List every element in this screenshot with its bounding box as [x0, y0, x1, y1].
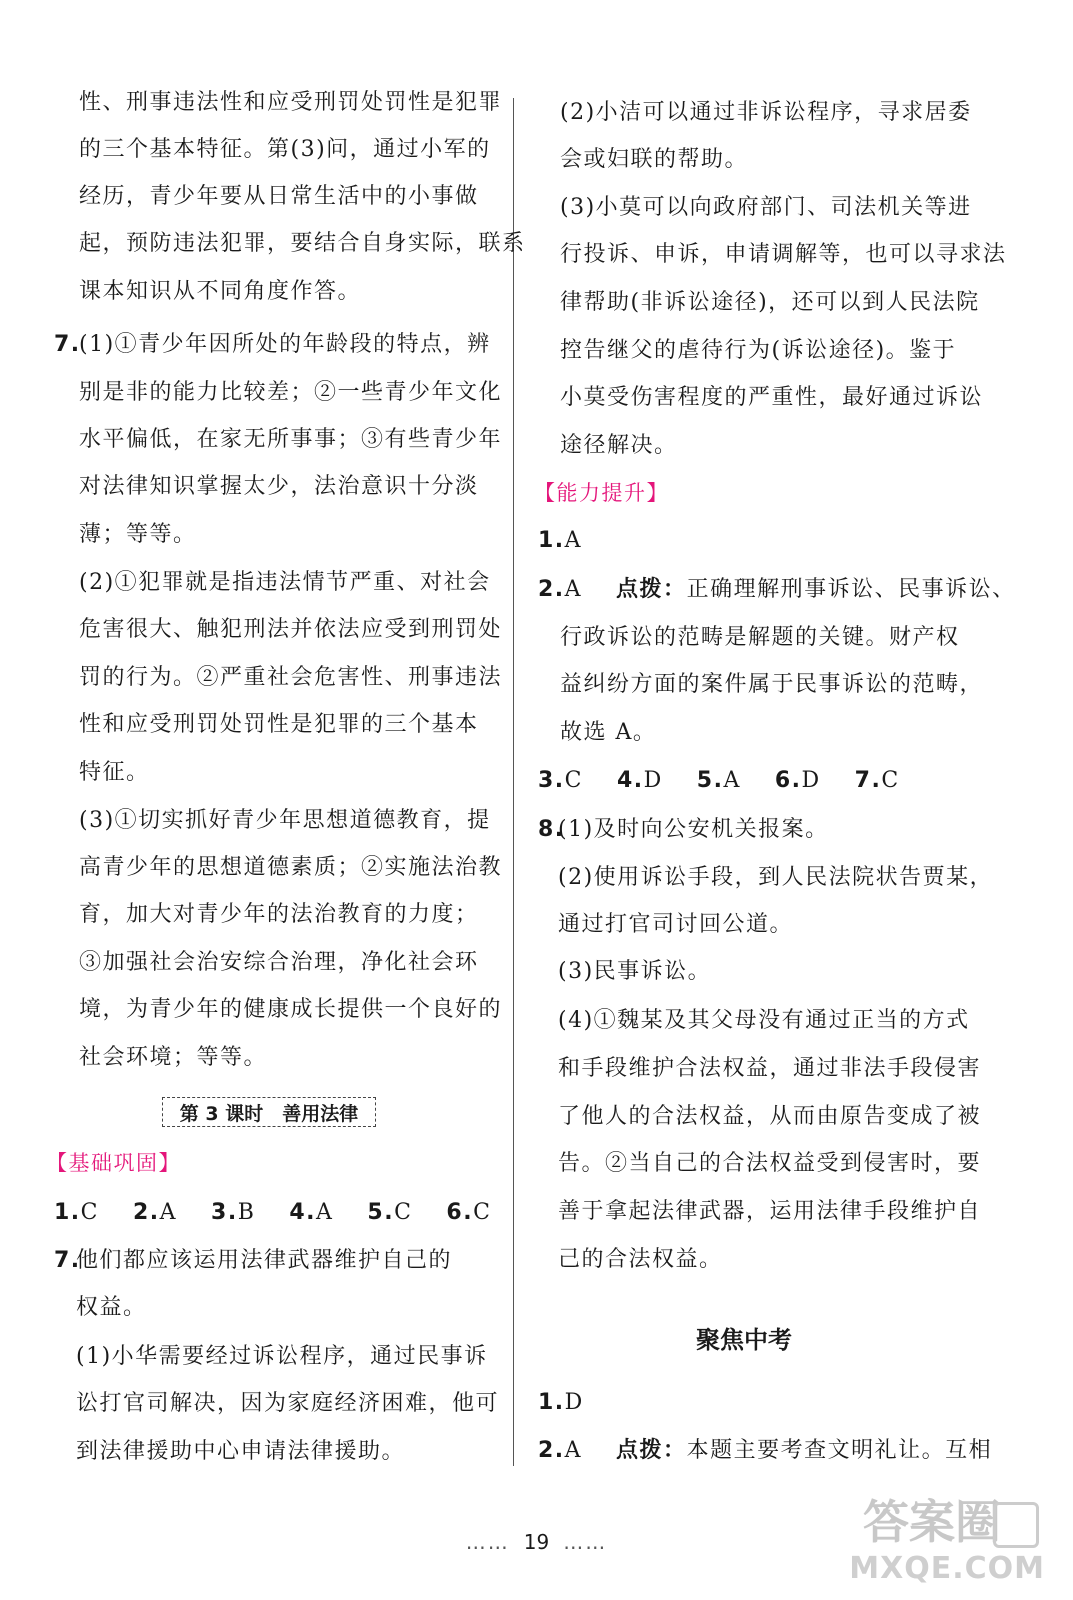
- text-line: 经历，青少年要从日常生活中的小事做: [79, 184, 479, 209]
- answer-value: A: [564, 577, 583, 602]
- answer-value: D: [643, 768, 663, 793]
- section-title-focus: 聚焦中考: [696, 1326, 792, 1354]
- text-line: 权益。: [76, 1295, 147, 1320]
- text-line: 育，加大对青少年的法治教育的力度；: [79, 902, 479, 927]
- text-line: (2)①犯罪就是指违法情节严重、对社会: [79, 570, 491, 595]
- text-line: 故选 A。: [560, 720, 657, 745]
- answer-value: A: [316, 1200, 334, 1225]
- text-line: (3)①切实抓好青少年思想道德教育，提: [79, 808, 491, 833]
- answer-number: 5.: [367, 1200, 395, 1225]
- text-line: 控告继父的虐待行为(诉讼途径)。鉴于: [560, 338, 957, 363]
- answer-row: [538, 526, 582, 556]
- text-line: 社会环境；等等。: [79, 1045, 268, 1070]
- text-line: 性、刑事违法性和应受刑罚处罚性是犯罪: [79, 90, 503, 115]
- text-line: 对法律知识掌握太少，法治意识十分淡: [79, 474, 479, 499]
- column-divider: [513, 98, 514, 1466]
- watermark-url: MXQE.COM: [849, 1551, 1045, 1586]
- answer-value: C: [881, 768, 900, 793]
- text-line: 课本知识从不同角度作答。: [79, 279, 362, 304]
- answer-value: D: [801, 768, 821, 793]
- text-line: 行政诉讼的范畴是解题的关键。财产权: [560, 625, 960, 650]
- text-line: (1)小华需要经过诉讼程序，通过民事诉: [76, 1344, 488, 1369]
- text-line: 起，预防违法犯罪，要结合自身实际，联系: [79, 231, 526, 256]
- text-line: 行投诉、申诉，申请调解等，也可以寻求法: [560, 242, 1007, 267]
- answer-number: 2.: [133, 1200, 160, 1225]
- text-line: 益纠纷方面的案件属于民事诉讼的范畴，: [560, 672, 984, 697]
- text-line: 讼打官司解决，因为家庭经济困难，他可: [76, 1391, 500, 1416]
- answer-number: 3.: [538, 768, 565, 793]
- lesson-title: 第 3 课时 善用法律: [179, 1102, 359, 1125]
- text-line: 特征。: [79, 760, 150, 785]
- text-line: 正确理解刑事诉讼、民事诉讼、: [686, 577, 1016, 602]
- text-line: (4)①魏某及其父母没有通过正当的方式: [558, 1008, 970, 1033]
- text-line: (1)及时向公安机关报案。: [558, 817, 829, 842]
- answer-number: 7.: [854, 768, 882, 793]
- answer-row: [538, 766, 900, 796]
- answer-number: 6.: [446, 1200, 474, 1225]
- text-line: 途径解决。: [560, 433, 678, 458]
- text-line: (3)民事诉讼。: [558, 959, 712, 984]
- hint-label: 点拨：: [616, 577, 687, 602]
- text-line: 通过打官司讨回公道。: [558, 912, 794, 937]
- page-number: 19: [523, 1530, 550, 1554]
- answer-number: 3.: [211, 1200, 238, 1225]
- text-line: (2)使用诉讼手段，到人民法院状告贾某，: [558, 865, 994, 890]
- text-line: 危害很大、触犯刑法并依法应受到刑罚处: [79, 617, 503, 642]
- answer-number: 6.: [774, 768, 802, 793]
- section-tag-basic: 【基础巩固】: [46, 1151, 181, 1175]
- answer-number: 1.: [538, 528, 565, 553]
- question-number: 7.: [54, 1248, 81, 1273]
- answer-number: 4.: [617, 768, 644, 793]
- answer-number: 4.: [289, 1200, 317, 1225]
- answer-number: 5.: [696, 768, 724, 793]
- answer-value: C: [564, 768, 584, 793]
- text-line: 高青少年的思想道德素质；②实施法治教: [79, 855, 503, 880]
- text-line: 和手段维护合法权益，通过非法手段侵害: [558, 1056, 982, 1081]
- watermark-text: 答案圈: [863, 1495, 1001, 1549]
- question-number: 8.: [538, 817, 565, 842]
- text-line: (2)小洁可以通过非诉讼程序，寻求居委: [560, 100, 972, 125]
- text-line: (1)①青少年因所处的年龄段的特点，辨: [79, 332, 491, 357]
- answer-value: A: [159, 1200, 178, 1225]
- text-line: 的三个基本特征。第(3)问，通过小军的: [79, 137, 491, 162]
- answer-value: D: [564, 1390, 584, 1415]
- text-line: 薄；等等。: [79, 522, 197, 547]
- text-line: 境，为青少年的健康成长提供一个良好的: [79, 997, 503, 1022]
- text-line: (3)小莫可以向政府部门、司法机关等进: [560, 195, 972, 220]
- watermark-logo-icon: [993, 1502, 1039, 1548]
- footer-dots: ……: [465, 1530, 510, 1554]
- answer-row: [54, 1198, 491, 1228]
- text-line: 小莫受伤害程度的严重性，最好通过诉讼: [560, 385, 984, 410]
- hint-label: 点拨：: [616, 1438, 687, 1463]
- text-line: 本题主要考查文明礼让。互相: [686, 1438, 993, 1463]
- answer-value: A: [723, 768, 741, 793]
- lesson-title-box: [162, 1097, 376, 1127]
- text-line: 别是非的能力比较差；②一些青少年文化: [79, 380, 503, 405]
- text-line: 善于拿起法律武器，运用法律手段维护自: [558, 1199, 982, 1224]
- text-line: 了他人的合法权益，从而由原告变成了被: [558, 1104, 982, 1129]
- answer-number: 2.: [538, 577, 565, 602]
- answer-value: C: [80, 1200, 100, 1225]
- text-line: 到法律援助中心申请法律援助。: [76, 1439, 406, 1464]
- text-line: 己的合法权益。: [558, 1247, 723, 1272]
- answer-value: C: [394, 1200, 413, 1225]
- text-line: ③加强社会治安综合治理，净化社会环: [79, 950, 479, 975]
- section-tag-ability: 【能力提升】: [534, 481, 669, 505]
- footer-dots: ……: [563, 1530, 608, 1554]
- text-line: 他们都应该运用法律武器维护自己的: [76, 1248, 453, 1273]
- watermark: [821, 1495, 1061, 1592]
- question-number: 7.: [54, 332, 81, 357]
- answer-number: 1.: [538, 1390, 565, 1415]
- answer-value: C: [473, 1200, 492, 1225]
- text-line: 性和应受刑罚处罚性是犯罪的三个基本: [79, 712, 479, 737]
- text-line: 罚的行为。②严重社会危害性、刑事违法: [79, 665, 503, 690]
- text-line: 告。②当自己的合法权益受到侵害时，要: [558, 1151, 982, 1176]
- answer-row: [538, 1388, 584, 1418]
- answer-value: B: [237, 1200, 256, 1225]
- text-line: 会或妇联的帮助。: [560, 147, 749, 172]
- text-line: 水平偏低，在家无所事事；③有些青少年: [79, 427, 503, 452]
- answer-value: A: [564, 528, 583, 553]
- answer-number: 2.: [538, 1438, 565, 1463]
- answer-row: [538, 1436, 992, 1466]
- answer-number: 1.: [54, 1200, 81, 1225]
- text-line: 律帮助(非诉讼途径)，还可以到人民法院: [560, 290, 980, 315]
- answer-value: A: [564, 1438, 583, 1463]
- answer-row: [538, 575, 1016, 605]
